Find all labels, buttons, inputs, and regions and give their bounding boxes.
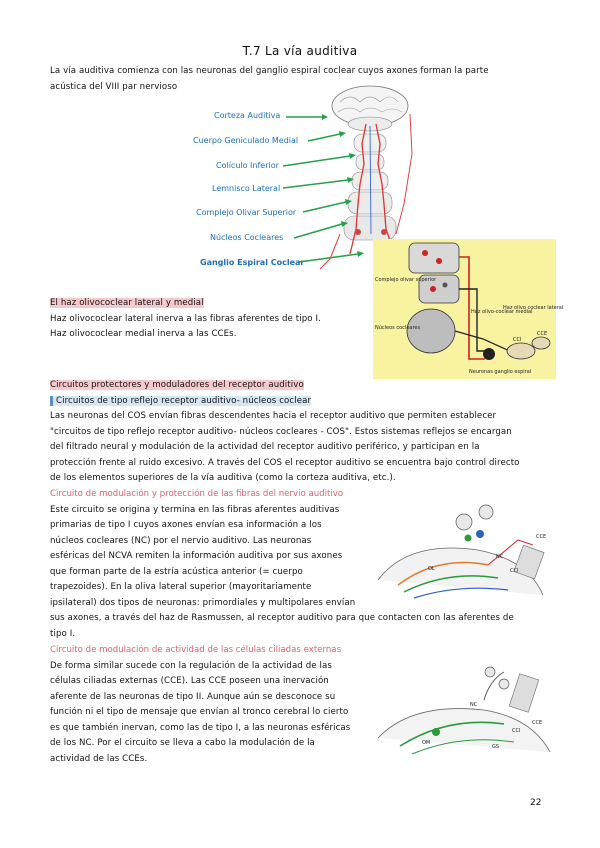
cce-illustration [372, 660, 558, 765]
olivocochlear-illustration [373, 239, 564, 379]
section2-heading: Circuitos protectores y moduladores del receptor auditivo [50, 380, 304, 390]
label-cuerpo-geniculado: Cuerpo Geniculado Medial [193, 136, 299, 145]
diag3-nc: NC [496, 554, 504, 560]
fig2-cci-label: CCI [513, 337, 522, 343]
diag4-gs: GS [492, 744, 500, 750]
section3-line-5: que forman parte de la estría acústica anterior (= cuerpo [50, 566, 303, 577]
section2-line-3: del filtrado neural y modulación de la actividad del receptor auditivo periférico, y participan en la [50, 442, 480, 452]
section3-line-4: esféricas del NCVA remiten la información auditiva por sus axones [50, 551, 343, 561]
section1-line-2: Haz olivococlear medial inerva a las CCEs. [50, 329, 237, 339]
section2-line-5: de los elementos superiores de la vía auditiva (como la corteza auditiva, etc.). [50, 473, 396, 483]
section2-line-1: Las neuronas del COS envían fibras descendentes hacia el receptor auditivo que permiten establecer [50, 411, 497, 421]
section1-line-1: Haz olivococlear lateral inerva a las fibras aferentes de tipo I. [50, 313, 321, 324]
fig2-haz-lateral-label: Haz olivo coclear lateral [503, 305, 564, 311]
section3-line-3: núcleos cocleares (NC) por el nervio auditivo. Las neuronas [50, 535, 312, 546]
section3-line-2: primarias de tipo I cuyos axones envían esa información a los [50, 520, 322, 530]
section4-line-5: es que también inervan, como las de tipo I, a las neuronas esféricas [50, 722, 351, 733]
section3-line-7: ipsilateral) dos tipos de neuronas: primordiales y multipolares envían [50, 597, 356, 608]
section4-line-1: De forma similar sucede con la regulación de la actividad de las [50, 660, 332, 671]
section1-heading: El haz olivococlear lateral y medial [50, 298, 204, 308]
section4-line-7: actividad de las CCEs. [50, 753, 148, 764]
fig2-cce-label: CCE [537, 331, 548, 337]
fig2-haz-medial-label: Haz olivo-coclear medial [471, 309, 533, 315]
label-coliculo-inferior: Colículo Inferior [216, 161, 279, 170]
section2-line-2: "circuitos de tipo reflejo receptor auditivo- núcleos cocleares - COS". Estos sistemas reflejos se encargan [50, 426, 512, 437]
diag3-cci: CCI [510, 568, 519, 574]
section4-line-6: de los NC. Por el circuito se lleva a cabo la modulación de la [50, 738, 315, 748]
label-nucleos-cocleares: Núcleos Cocleares [210, 233, 284, 242]
olivocochlear-figure [373, 239, 564, 379]
label-complejo-olivar: Complejo Olivar Superior [196, 208, 297, 217]
section4-line-2: células ciliadas externas (CCE). Las CCE poseen una inervación [50, 676, 329, 686]
section-cce [50, 643, 370, 767]
fig2-neuronas-label: Neuronas ganglio espiral [469, 369, 532, 375]
section-olivococlear [50, 296, 370, 343]
section2-subheading: Circuitos de tipo reflejo receptor auditivo- núcleos coclear [50, 396, 311, 406]
section3-full-line-2: tipo I. [50, 628, 76, 639]
label-ganglio-espiral: Ganglio Espiral Coclear [200, 258, 305, 267]
diagram-fibras [368, 500, 558, 610]
page-title: T.7 La vía auditiva [242, 44, 358, 58]
fig2-nucleos-label: Núcleos cocleares [375, 325, 421, 331]
section3-heading: Circuito de modulación y protección de las fibras del nervio auditivo [50, 489, 344, 499]
section3-line-1: Este circuito se origina y termina en las fibras aferentes auditivas [50, 504, 340, 515]
diag4-nc: NC [470, 702, 478, 708]
diag4-om: OM [422, 740, 431, 746]
fig2-complejo-label: Complejo olivar superior [375, 277, 437, 283]
label-lemnisco-lateral: Lemnisco Lateral [212, 184, 281, 193]
intro-line-1: La vía auditiva comienza con las neuronas del ganglio espiral coclear cuyos axones forman la parte [50, 66, 489, 76]
diag4-cce: CCE [532, 720, 543, 726]
section3-full-line-1: sus axones, a través del haz de Rasmussen, al receptor auditivo para que contacten con las aferentes de [50, 613, 514, 623]
diag3-cce: CCE [536, 534, 547, 540]
diag4-cci: CCI [512, 728, 521, 734]
section2-line-4: protección frente al ruido excesivo. A través del COS el receptor auditivo se encuentra bajo control directo [50, 457, 520, 468]
section4-line-3: aferente de las neuronas de tipo II. Aunque aún se desconoce su [50, 691, 336, 702]
diagram-cce [372, 660, 558, 765]
diag3-ol: OL [428, 566, 435, 572]
section4-line-4: función ni el tipo de mensaje que envían al tronco cerebral lo cierto [50, 707, 349, 717]
section4-heading: Circuito de modulación de actividad de las células ciliadas externas [50, 645, 342, 655]
section3-line-6: trapezoides). En la oliva lateral superior (mayoritariamente [50, 582, 312, 592]
section-circuitos [50, 378, 560, 487]
page-number: 22 [530, 798, 542, 808]
label-corteza-auditiva: Corteza Auditiva [214, 111, 281, 120]
fibras-illustration [368, 500, 558, 610]
intro-line-2: acústica del VIII par nervioso [50, 81, 178, 92]
